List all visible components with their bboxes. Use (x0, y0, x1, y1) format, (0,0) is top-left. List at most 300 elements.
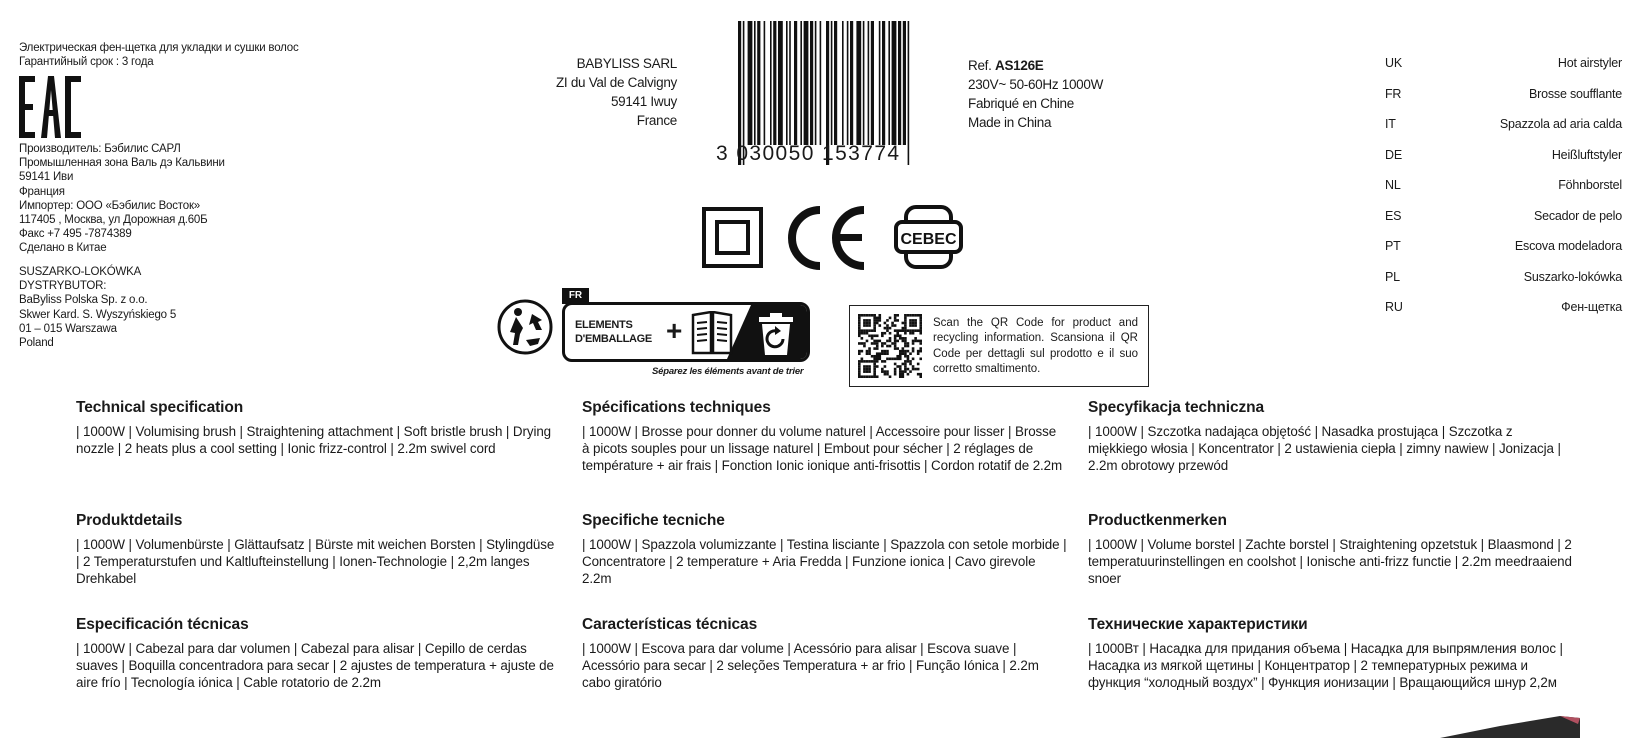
russian-product-text (19, 41, 419, 69)
barcode-bar (856, 21, 861, 145)
qr-module (884, 370, 887, 373)
qr-module (907, 355, 910, 358)
qr-module (912, 342, 915, 345)
qr-module (917, 340, 920, 343)
qr-module (919, 342, 922, 345)
qr-module (899, 365, 902, 368)
qr-module (889, 345, 892, 348)
barcode-bar (800, 21, 802, 145)
qr-module (902, 363, 905, 366)
lang-code: UK (1385, 56, 1402, 70)
qr-module (889, 327, 892, 330)
qr-module (868, 322, 871, 325)
spec-body: | 1000W | Cabezal para dar volumen | Cabezal para alisar | Cepillo de cerdas suaves | Boquilla concentradora para secar | 2 ajustes de temperatura + ajuste de aire frío | Tecnología iónica | Cable rotatorio de 2.2m (76, 641, 554, 690)
qr-module (904, 342, 907, 345)
qr-module (896, 355, 899, 358)
qr-module (894, 345, 897, 348)
spec-title: Specyfikacja techniczna (1088, 399, 1265, 416)
qr-module (868, 314, 871, 317)
qr-module (881, 360, 884, 363)
qr-module (868, 347, 871, 350)
qr-module (881, 370, 884, 373)
qr-module (866, 332, 869, 335)
qr-module (863, 322, 866, 325)
barcode-bar (903, 21, 906, 145)
qr-module (873, 375, 876, 378)
qr-module (861, 314, 864, 317)
spec-section (1088, 512, 1573, 587)
spec-body: | 1000W | Volume borstel | Zachte borstel | Straightening opzetstuk | Blaasmond | 2 temperatuurinstellingen en coolshot | Ionische anti-frizz functie | 2.2m meedraaiend snoer (1088, 537, 1572, 586)
qr-module (912, 332, 915, 335)
qr-module (899, 368, 902, 371)
qr-module (907, 350, 910, 353)
qr-module (912, 340, 915, 343)
text-line: Сделано в Китае (19, 242, 107, 255)
qr-module (904, 355, 907, 358)
qr-module (873, 319, 876, 322)
qr-module (866, 360, 869, 363)
qr-module (866, 365, 869, 368)
qr-module (894, 340, 897, 343)
qr-module (863, 370, 866, 373)
qr-module (876, 352, 879, 355)
qr-module (909, 360, 912, 363)
qr-module (912, 350, 915, 353)
qr-module (909, 324, 912, 327)
qr-module (868, 370, 871, 373)
text-line: Гарантийный срок : 3 года (19, 56, 154, 69)
qr-module (917, 363, 920, 366)
qr-module (868, 360, 871, 363)
lang-code: PL (1385, 269, 1400, 284)
qr-module (902, 350, 905, 353)
qr-module (873, 373, 876, 376)
text-line: 117405 , Москва, ул Дорожная д.60Б (19, 214, 208, 227)
qr-module (912, 324, 915, 327)
qr-module (909, 314, 912, 317)
qr-module (861, 350, 864, 353)
qr-module (899, 329, 902, 332)
qr-module (873, 329, 876, 332)
barcode-bar (804, 21, 809, 145)
ref-line (968, 56, 1168, 75)
spec-body: | 1000W | Spazzola volumizzante | Testina lisciante | Spazzola con setole morbide | Concentratore | 2 temperature + Aria Fredda | Funzione ionica | Cavo girevole 2.2m (582, 537, 1067, 586)
qr-module (894, 337, 897, 340)
qr-module (914, 319, 917, 322)
qr-module (858, 324, 861, 327)
text-line: Факс +7 495 -7874389 (19, 228, 132, 241)
qr-module (861, 329, 864, 332)
qr-module (873, 322, 876, 325)
qr-code-icon (858, 314, 922, 378)
qr-module (891, 324, 894, 327)
qr-module (881, 342, 884, 345)
qr-module (886, 324, 889, 327)
spec-section (1088, 616, 1568, 691)
spec-section (1088, 399, 1573, 474)
lang-code: FR (1385, 86, 1402, 101)
qr-module (904, 368, 907, 371)
qr-module (873, 370, 876, 373)
language-list (1385, 56, 1622, 326)
qr-module (914, 340, 917, 343)
qr-module (878, 355, 881, 358)
spec-section (76, 512, 561, 587)
text-line: 01 – 015 Warszawa (19, 322, 117, 335)
qr-module (902, 347, 905, 350)
qr-module (884, 365, 887, 368)
qr-module (894, 363, 897, 366)
qr-module (873, 368, 876, 371)
qr-module (871, 342, 874, 345)
text-line: Производитель: Бэбилис САРЛ (19, 143, 181, 155)
qr-module (902, 352, 905, 355)
qr-module (904, 360, 907, 363)
qr-module (896, 319, 899, 322)
lang-name: Brosse soufflante (1529, 86, 1622, 101)
qr-module (917, 373, 920, 376)
qr-module (889, 337, 892, 340)
text-line: Импортер: ООО «Бэбилис Восток» (19, 199, 200, 212)
qr-info-box (849, 305, 1149, 387)
qr-module (876, 360, 879, 363)
qr-module (876, 375, 879, 378)
qr-module (912, 314, 915, 317)
qr-module (902, 370, 905, 373)
triman-elements-label (575, 318, 652, 346)
text-line: Skwer Kard. S. Wyszyńskiego 5 (19, 308, 177, 321)
qr-module (884, 322, 887, 325)
qr-module (907, 314, 910, 317)
qr-module (904, 317, 907, 320)
text-line: BaByliss Polska Sp. z o.o. (19, 294, 148, 307)
lang-code: ES (1385, 208, 1402, 223)
text-line: D'EMBALLAGE (575, 333, 652, 345)
qr-module (917, 368, 920, 371)
spec-body: | 1000W | Volumising brush | Straightening attachment | Soft bristle brush | Drying nozzle | 2 heats plus a cool setting | Ionic frizz-control | 2.2m swivel cord (76, 424, 552, 456)
qr-module (861, 342, 864, 345)
qr-module (886, 350, 889, 353)
qr-module (899, 334, 902, 337)
barcode-bar (815, 21, 817, 145)
qr-module (876, 355, 879, 358)
lang-code: IT (1385, 117, 1396, 131)
qr-module (912, 365, 915, 368)
lang-name: Heißluftstyler (1551, 147, 1622, 162)
lang-code: RU (1385, 300, 1403, 314)
spec-section (582, 512, 1067, 587)
lang-name: Hot airstyler (1557, 56, 1622, 70)
barcode-bar (882, 21, 885, 145)
qr-module (876, 358, 879, 361)
qr-module (876, 317, 879, 320)
qr-module (886, 358, 889, 361)
qr-module (866, 368, 869, 371)
barcode-bar (871, 21, 874, 145)
qr-module (868, 368, 871, 371)
qr-module (873, 314, 876, 317)
qr-module (884, 352, 887, 355)
qr-module (909, 332, 912, 335)
qr-module (863, 375, 866, 378)
qr-module (919, 340, 922, 343)
ce-mark-icon (784, 206, 870, 270)
qr-module (914, 337, 917, 340)
qr-module (909, 352, 912, 355)
qr-module (873, 365, 876, 368)
qr-module (871, 334, 874, 337)
barcode-bar (786, 21, 788, 145)
qr-module (884, 342, 887, 345)
lang-name: Escova modeladora (1514, 239, 1622, 253)
qr-module (871, 329, 874, 332)
qr-module (878, 317, 881, 320)
qr-module (886, 352, 889, 355)
qr-module (863, 314, 866, 317)
qr-module (902, 373, 905, 376)
qr-module (909, 319, 912, 322)
qr-module (894, 342, 897, 345)
qr-module (868, 324, 871, 327)
qr-module (878, 352, 881, 355)
qr-module (873, 347, 876, 350)
text-line: France (636, 113, 677, 128)
qr-module (919, 324, 922, 327)
qr-module (858, 368, 861, 371)
qr-module (876, 334, 879, 337)
barcode-bar (794, 21, 797, 145)
qr-module (858, 319, 861, 322)
qr-module (884, 360, 887, 363)
qr-module (861, 358, 864, 361)
qr-module (873, 327, 876, 330)
qr-module (873, 340, 876, 343)
leaflet-icon (691, 311, 733, 355)
qr-module (873, 317, 876, 320)
qr-module (891, 358, 894, 361)
qr-module (858, 352, 861, 355)
qr-module (858, 365, 861, 368)
qr-module (858, 332, 861, 335)
qr-module (868, 365, 871, 368)
qr-module (896, 358, 899, 361)
qr-module (858, 373, 861, 376)
qr-module (873, 342, 876, 345)
qr-module (889, 332, 892, 335)
qr-module (886, 373, 889, 376)
spec-title: Especificación técnicas (76, 616, 249, 633)
polish-distributor-info (19, 265, 339, 350)
lang-code: NL (1385, 178, 1401, 192)
qr-module (894, 314, 897, 317)
barcode-digits: 3 030050 153774 (716, 142, 901, 165)
lang-name: Secador de pelo (1533, 208, 1622, 223)
qr-module (894, 319, 897, 322)
qr-module (909, 329, 912, 332)
qr-module (886, 329, 889, 332)
qr-module (884, 350, 887, 353)
spec-body: | 1000W | Escova para dar volume | Acessório para alisar | Escova suave | Acessório para secar | 2 seleções Temperatura + ar frio | Função Iónica | 2.2m cabo giratório (582, 641, 1039, 690)
qr-module (873, 360, 876, 363)
qr-module (894, 334, 897, 337)
spec-body: | 1000W | Brosse pour donner du volume naturel | Accessoire pour lisser | Brosse à picots souples pour un lissage naturel | Embout pour sécher | 2 réglages de température + air frais | Fonction Ionic ionique anti-frisottis | Cordon rotatif de 2.2m (582, 424, 1063, 473)
qr-module (907, 368, 910, 371)
qr-module (889, 340, 892, 343)
barcode-bar (842, 21, 844, 145)
qr-module (886, 327, 889, 330)
barcode-bar (754, 21, 756, 145)
qr-module (889, 358, 892, 361)
qr-module (878, 358, 881, 361)
qr-module (858, 327, 861, 330)
qr-module (904, 314, 907, 317)
qr-module (861, 337, 864, 340)
barcode-bar (773, 21, 776, 145)
barcode-bar (757, 21, 760, 145)
qr-module (912, 347, 915, 350)
cebec-mark-icon (894, 204, 963, 270)
qr-module (909, 370, 912, 373)
qr-module (858, 317, 861, 320)
qr-module (858, 342, 861, 345)
qr-module (904, 350, 907, 353)
qr-module (868, 375, 871, 378)
qr-module (899, 370, 902, 373)
qr-module (904, 370, 907, 373)
qr-module (871, 375, 874, 378)
qr-module (899, 350, 902, 353)
spec-title: Технические характеристики (1088, 616, 1308, 633)
qr-module (899, 373, 902, 376)
qr-module (899, 355, 902, 358)
ref-model: AS126E (995, 58, 1044, 73)
qr-module (917, 314, 920, 317)
qr-module (866, 314, 869, 317)
qr-module (858, 314, 861, 317)
qr-module (866, 375, 869, 378)
spec-section (582, 399, 1067, 474)
qr-module (876, 319, 879, 322)
qr-module (907, 373, 910, 376)
qr-module (919, 317, 922, 320)
spec-title: Produktdetails (76, 512, 183, 529)
qr-module (907, 360, 910, 363)
qr-module (894, 358, 897, 361)
spec-title: Specifiche tecniche (582, 512, 725, 529)
qr-module (881, 334, 884, 337)
barcode-bar (820, 21, 822, 145)
triman-country: FR (568, 290, 583, 301)
qr-module (858, 360, 861, 363)
text-line: Промышленная зона Валь дэ Кальвини (19, 157, 225, 170)
qr-module (868, 319, 871, 322)
qr-module (868, 329, 871, 332)
qr-module (896, 329, 899, 332)
qr-module (868, 350, 871, 353)
triman-plus: + (666, 315, 683, 346)
qr-module (914, 329, 917, 332)
qr-module (861, 360, 864, 363)
qr-module (896, 347, 899, 350)
text-line: ZI du Val de Calvigny (555, 75, 677, 90)
qr-module (861, 375, 864, 378)
qr-module (902, 329, 905, 332)
qr-module (907, 329, 910, 332)
qr-module (858, 334, 861, 337)
qr-module (909, 322, 912, 325)
qr-module (914, 368, 917, 371)
qr-module (894, 370, 897, 373)
triman-icon (496, 298, 554, 356)
barcode-bar (831, 21, 833, 145)
spec-section (76, 399, 561, 457)
qr-module (878, 319, 881, 322)
qr-module (904, 327, 907, 330)
lang-code: PT (1385, 239, 1401, 253)
qr-module (876, 322, 879, 325)
reference-block (968, 56, 1168, 132)
spec-body: | 1000Вт | Насадка для придания объема | Насадка для выпрямления волос | Насадка из мягкой щетины | Концентратор | 2 температурных режима и функция “холодный воздух” | Функция ионизации | Вращающийся шнур 2,2м (1088, 641, 1563, 690)
qr-module (881, 352, 884, 355)
spec-body: | 1000W | Volumenbürste | Glättaufsatz | Bürste mit weichen Borsten | Stylingdüse | 2 Temperaturstufen und Kaltlufteinstellung | Ionen-Technologie | 2,2m langes Drehkabel (76, 537, 555, 586)
spec-title: Características técnicas (582, 616, 758, 633)
recycling-bin-icon (755, 311, 797, 357)
text-line: Электрическая фен-щетка для укладки и сушки волос (19, 42, 299, 54)
qr-module (876, 345, 879, 348)
qr-module (884, 327, 887, 330)
qr-module (912, 319, 915, 322)
text-line: Poland (19, 337, 54, 350)
qr-info-text: Scan the QR Code for product and recycling information. Scansiona il QR Code per dettagli sul prodotto e il suo corretto smaltimento. (933, 317, 1138, 376)
qr-module (858, 370, 861, 373)
qr-module (866, 370, 869, 373)
qr-module (904, 340, 907, 343)
company-address (480, 54, 677, 130)
qr-module (873, 355, 876, 358)
qr-module (919, 350, 922, 353)
text-line: Made in China (968, 115, 1052, 130)
text-line: 59141 Iwuy (610, 94, 677, 109)
spec-section (582, 616, 1067, 691)
qr-module (896, 365, 899, 368)
barcode-bar (834, 21, 837, 145)
manufacturer-info (19, 142, 339, 256)
ref-prefix: Ref. (968, 58, 996, 73)
qr-module (919, 322, 922, 325)
qr-module (871, 355, 874, 358)
qr-module (894, 329, 897, 332)
qr-module (899, 358, 902, 361)
qr-module (871, 360, 874, 363)
qr-module (866, 322, 869, 325)
qr-module (919, 332, 922, 335)
qr-module (894, 317, 897, 320)
qr-module (919, 327, 922, 330)
qr-module (899, 337, 902, 340)
spec-body: | 1000W | Szczotka nadająca objętość | Nasadka prostująca | Szczotka z miękkiego włosia | Koncentrator | 2 ustawienia ciepła | zimny nawiew | Jonizacja | 2.2m obrotowy przewód (1088, 424, 1561, 473)
barcode-bar (764, 21, 766, 145)
qr-module (881, 350, 884, 353)
qr-module (878, 340, 881, 343)
lang-name: Föhnborstel (1558, 178, 1622, 192)
qr-module (858, 363, 861, 366)
qr-module (904, 319, 907, 322)
barcode-bar (879, 21, 881, 145)
text-line: 230V~ 50-60Hz 1000W (968, 77, 1104, 92)
eac-mark-icon (19, 76, 81, 138)
qr-module (917, 350, 920, 353)
qr-module (878, 314, 881, 317)
